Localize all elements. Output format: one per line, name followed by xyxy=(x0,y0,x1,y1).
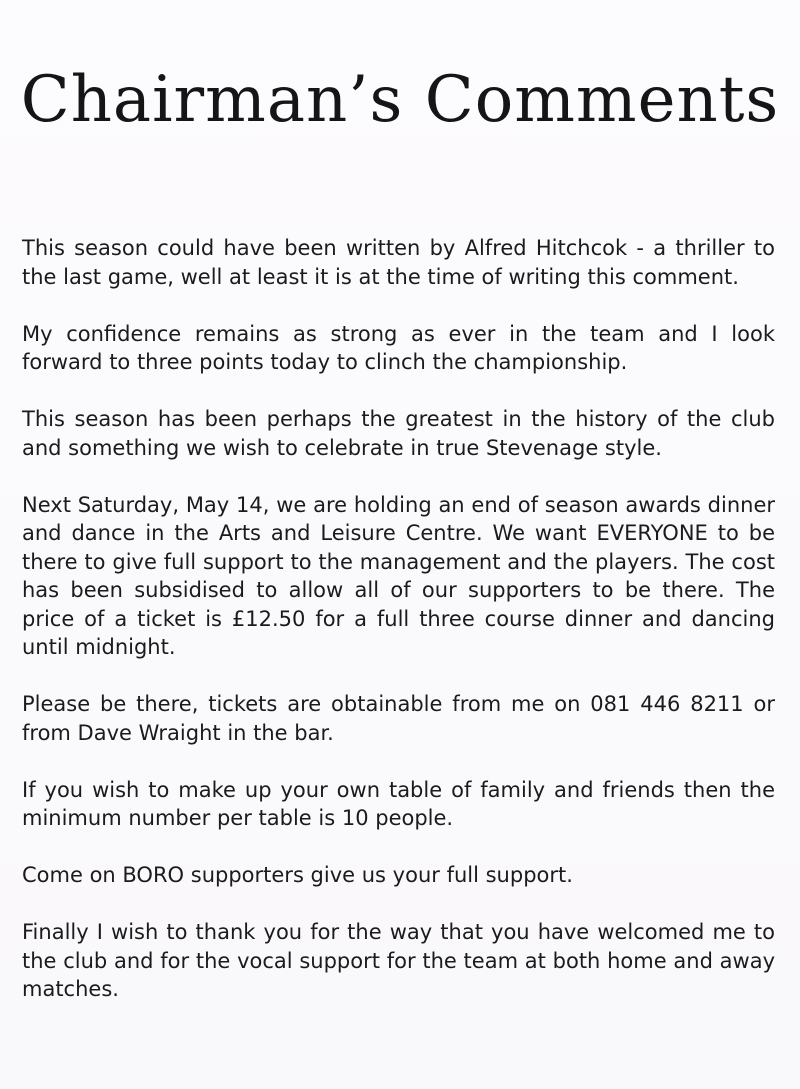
paragraph-awards-dinner: Next Saturday, May 14, we are holding an end of season awards dinner and dance in the Arts and Leisure Centre. We want EVERYONE to be there to give full support to the management and the players. The cost has been subsidised to allow all of our supporters to be there. The price of a ticket is £12.50 for a full three course dinner and dancing until midnight. xyxy=(22,492,775,659)
paragraph-table-booking: If you wish to make up your own table of family and friends then the minimum number per table is 10 people. xyxy=(22,777,775,830)
paragraph-thanks: Finally I wish to thank you for the way that you have welcomed me to the club and for the vocal support for the team at both home and away matches. xyxy=(22,920,775,1001)
page-title: Chairman’s Comments xyxy=(20,63,780,137)
paragraph-tickets: Please be there, tickets are obtainable from me on 081 446 8211 or from Dave Wraight in the bar. xyxy=(22,692,775,745)
paragraph-greatest-season: This season has been perhaps the greatest in the history of the club and something we wish to celebrate in true Stevenage style. xyxy=(22,407,775,460)
paragraph-support: Come on BORO supporters give us your full support. xyxy=(22,863,573,887)
paragraph-hitchcock: This season could have been written by Alfred Hitchcok - a thriller to the last game, well at least it is at the time of writing this comment. xyxy=(22,236,775,289)
paragraph-confidence: My confidence remains as strong as ever in the team and I look forward to three points today to clinch the championship. xyxy=(22,321,775,374)
article-body xyxy=(22,234,775,1032)
